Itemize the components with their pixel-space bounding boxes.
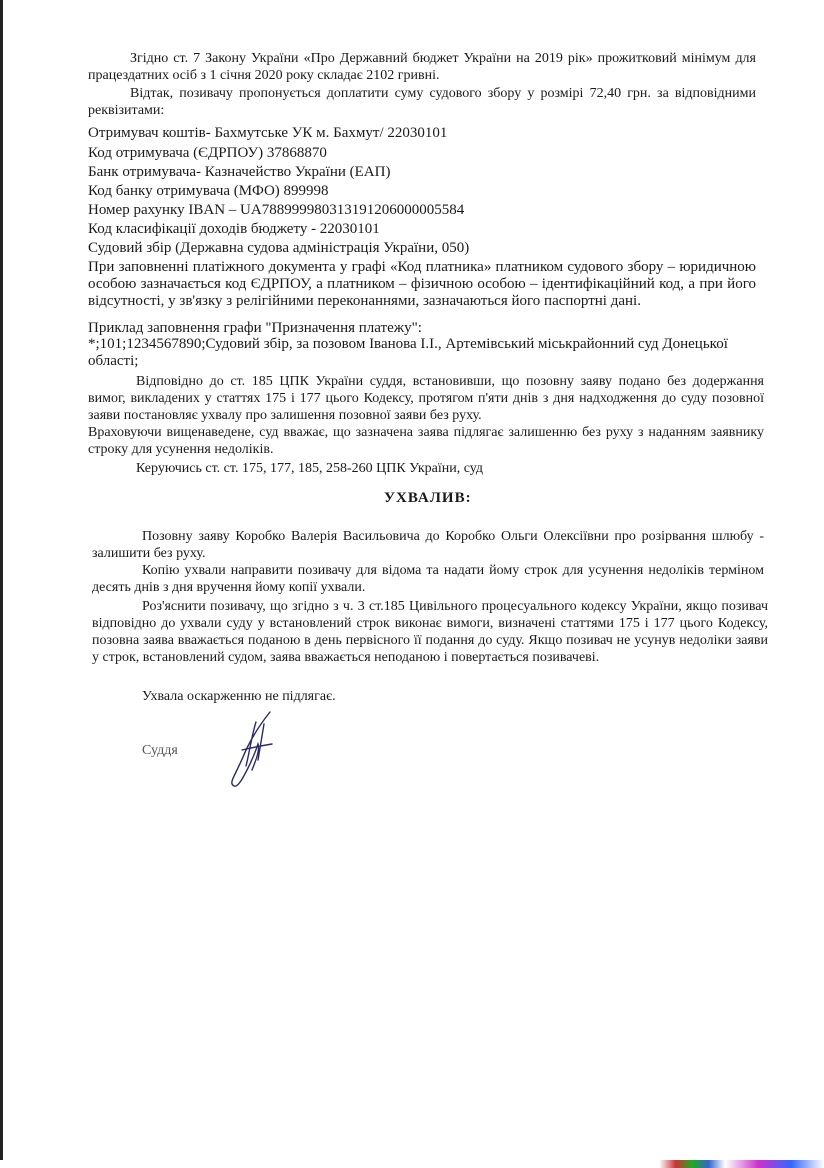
paragraph-example: *;101;1234567890;Судовий збір, за позовом Іванова І.І., Артемівський міськрайонний суд Донецької області;: [88, 336, 728, 369]
ruling-explanation: Роз'яснити позивачу, що згідно з ч. 3 ст.185 Цивільного процесуального кодексу України, якщо позивач відповідно до ухвали суду у встановлений строк виконає вимоги, визначені статтями 175 і 177 цього Кодексу, позовна заява вважається поданою в день первісного її подання до суду. Якщо позивач не усунув недоліки заяви у строк, встановлений судом, заява вважається неподаною і повертається позивачеві.: [92, 599, 768, 665]
decision-heading: УХВАЛИВ:: [384, 490, 472, 506]
ruling-send-copy: Копію ухвали направити позивачу для відома та надати йому строк для усунення недоліків терміном десять днів з дня вручення йому копії ухвали.: [92, 563, 764, 595]
ruling-leave-without-motion: Позовну заяву Коробко Валерія Васильовича до Коробко Ольги Олексіївни про розірвання шлюбу - залишити без руху.: [92, 529, 764, 561]
requisite-classification: Код класифікації доходів бюджету - 22030101: [88, 221, 380, 237]
requisite-iban: Номер рахунку IBAN – UA788999980313191206000005584: [88, 202, 465, 218]
requisite-purpose: Судовий збір (Державна судова адміністрація України, 050): [88, 240, 470, 256]
paragraph-min-wage: Згідно ст. 7 Закону України «Про Державний бюджет України на 2019 рік» прожитковий мінімум для працездатних осіб з 1 січня 2020 року складає 2102 гривні.: [88, 51, 756, 83]
judge-label: Суддя: [142, 743, 178, 758]
scan-edge-left: [0, 0, 3, 1168]
paragraph-fee-payment: Відтак, позивачу пропонується доплатити суму судового збору у розмірі 72,40 грн. за відповідними реквізитами:: [88, 86, 756, 118]
ruling-not-appealable: Ухвала оскарженню не підлягає.: [142, 689, 336, 704]
paragraph-considering: Враховуючи вищенаведене, суд вважає, що зазначена заява підлягає залишенню без руху з наданням заявнику строку для усунення недоліків.: [88, 425, 764, 457]
paragraph-example-title: Приклад заповнення графи "Призначення платежу":: [88, 320, 422, 336]
requisite-bank: Банк отримувача- Казначейство України (ЕАП): [88, 164, 391, 180]
scan-color-strip: [0, 1160, 824, 1168]
requisite-recipient: Отримувач коштів- Бахмутське УК м. Бахмут/ 22030101: [88, 125, 448, 141]
requisite-edrpou: Код отримувача (ЄДРПОУ) 37868870: [88, 145, 327, 161]
judge-signature: [222, 710, 282, 790]
paragraph-guided-by: Керуючись ст. ст. 175, 177, 185, 258-260 ЦПК України, суд: [136, 461, 484, 476]
paragraph-payer-code: При заповненні платіжного документа у графі «Код платника» платником судового збору – юридичною особою зазначається код ЄДРПОУ, а платником – фізичною особою – ідентифікаційний код, а при його відсутності, у зв'язку з релігійними переконаннями, зазначаються його паспортні дані.: [88, 259, 756, 309]
paragraph-article-185: Відповідно до ст. 185 ЦПК України суддя, встановивши, що позовну заяву подано без додержання вимог, викладених у статтях 175 і 177 цього Кодексу, протягом п'яти днів з дня надходження до суду позовної заяви постановляє ухвалу про залишення позовної заяви без руху.: [88, 374, 764, 423]
requisite-mfo: Код банку отримувача (МФО) 899998: [88, 183, 329, 199]
